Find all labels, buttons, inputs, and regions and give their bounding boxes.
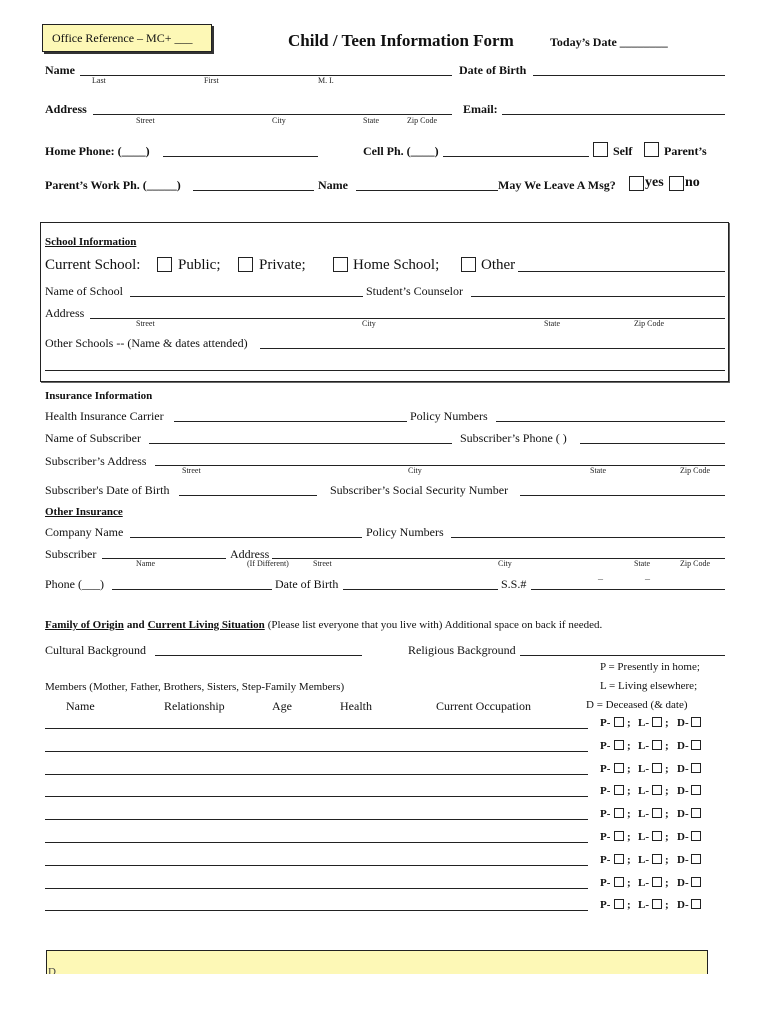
parent-work-phone-label: Parent’s Work Ph. (_____): [45, 178, 181, 192]
page-bottom-mask: [0, 974, 770, 1024]
oi-caption-name: Name: [136, 559, 156, 568]
separator: ;: [627, 717, 631, 729]
other-school-checkbox[interactable]: [461, 257, 476, 272]
caption-first: First: [204, 76, 219, 85]
company-name-label: Company Name: [45, 525, 124, 539]
member-row-line[interactable]: [45, 819, 588, 820]
p-mark-label: P-: [600, 877, 611, 889]
p-checkbox[interactable]: [614, 763, 624, 773]
school-info-box: [40, 222, 729, 382]
l-mark-label: L-: [638, 877, 649, 889]
family-note: (Please list everyone that you live with) Additional space on back if needed.: [267, 619, 603, 631]
p-mark-label: P-: [600, 785, 611, 797]
oi-caption-zip: Zip Code: [680, 559, 710, 568]
private-checkbox[interactable]: [238, 257, 253, 272]
d-checkbox[interactable]: [691, 785, 701, 795]
separator: ;: [665, 717, 669, 729]
l-mark-label: L-: [638, 899, 649, 911]
separator: ;: [665, 877, 669, 889]
d-mark-label: D-: [677, 785, 689, 797]
home-school-label: Home School;: [353, 257, 440, 273]
l-checkbox[interactable]: [652, 877, 662, 887]
d-checkbox[interactable]: [691, 808, 701, 818]
separator: ;: [627, 899, 631, 911]
address-field[interactable]: [93, 114, 452, 115]
school-address-label: Address: [45, 306, 85, 320]
dob-field[interactable]: [533, 75, 725, 76]
p-mark-label: P-: [600, 899, 611, 911]
family-origin-heading: Family of Origin: [45, 619, 124, 631]
insurance-heading: Insurance Information: [45, 390, 153, 402]
l-checkbox[interactable]: [652, 717, 662, 727]
member-row-line[interactable]: [45, 728, 588, 729]
p-mark-label: P-: [600, 854, 611, 866]
subscriber-dob-label: Subscriber's Date of Birth: [45, 483, 170, 497]
separator: ;: [627, 831, 631, 843]
other-phone-label: Phone (___): [45, 577, 104, 591]
l-checkbox[interactable]: [652, 808, 662, 818]
caption-city: City: [272, 116, 286, 125]
p-checkbox[interactable]: [614, 831, 624, 841]
p-checkbox[interactable]: [614, 785, 624, 795]
l-mark-label: L-: [638, 785, 649, 797]
l-mark-label: L-: [638, 763, 649, 775]
parents-checkbox[interactable]: [644, 142, 659, 157]
home-school-checkbox[interactable]: [333, 257, 348, 272]
no-checkbox[interactable]: [669, 176, 684, 191]
dob-label: Date of Birth: [459, 63, 527, 77]
subscriber-dob-field[interactable]: [179, 495, 317, 496]
d-checkbox[interactable]: [691, 831, 701, 841]
cell-phone-label: Cell Ph. (____): [363, 144, 439, 158]
col-age: Age: [272, 699, 292, 713]
other-insurance-heading: Other Insurance: [45, 506, 123, 518]
members-label: Members (Mother, Father, Brothers, Sisters, Step-Family Members): [45, 681, 345, 693]
carrier-field[interactable]: [174, 421, 407, 422]
separator: ;: [627, 808, 631, 820]
p-checkbox[interactable]: [614, 854, 624, 864]
subscriber-ssn-label: Subscriber’s Social Security Number: [330, 483, 509, 497]
p-checkbox[interactable]: [614, 899, 624, 909]
separator: ;: [627, 740, 631, 752]
col-occupation: Current Occupation: [436, 699, 531, 713]
home-phone-label: Home Phone: (____): [45, 144, 150, 158]
other-schools-field[interactable]: [260, 348, 725, 349]
school-caption-state: State: [544, 319, 560, 328]
legend-l: L = Living elsewhere;: [600, 680, 698, 692]
counselor-field[interactable]: [471, 296, 725, 297]
oi-caption-state: State: [634, 559, 650, 568]
legend-d: D = Deceased (& date): [586, 699, 688, 711]
yes-checkbox[interactable]: [629, 176, 644, 191]
col-health: Health: [340, 699, 372, 713]
member-row-line[interactable]: [45, 796, 588, 797]
ins-caption-zip: Zip Code: [680, 466, 710, 475]
p-mark-label: P-: [600, 717, 611, 729]
other-policy-numbers-label: Policy Numbers: [366, 525, 444, 539]
email-field[interactable]: [502, 114, 725, 115]
public-label: Public;: [178, 257, 221, 273]
subscriber-phone-label: Subscriber’s Phone ( ): [460, 431, 567, 445]
office-reference-label: Office Reference – MC+ ___: [52, 31, 193, 45]
separator: ;: [627, 785, 631, 797]
p-checkbox[interactable]: [614, 740, 624, 750]
p-checkbox[interactable]: [614, 808, 624, 818]
school-address-field[interactable]: [90, 318, 725, 319]
living-situation-heading: Current Living Situation: [147, 619, 265, 631]
separator: ;: [665, 831, 669, 843]
d-checkbox[interactable]: [691, 717, 701, 727]
ins-caption-street: Street: [182, 466, 201, 475]
religious-label: Religious Background: [408, 643, 516, 657]
d-checkbox[interactable]: [691, 763, 701, 773]
separator: ;: [665, 785, 669, 797]
d-mark-label: D-: [677, 854, 689, 866]
l-checkbox[interactable]: [652, 831, 662, 841]
other-ssn-field[interactable]: [531, 589, 725, 590]
p-mark-label: P-: [600, 831, 611, 843]
subscriber-address-field[interactable]: [155, 465, 725, 466]
todays-date-label[interactable]: Today’s Date ________: [550, 35, 668, 49]
self-checkbox[interactable]: [593, 142, 608, 157]
name-label: Name: [45, 63, 75, 77]
company-name-field[interactable]: [130, 537, 362, 538]
l-checkbox[interactable]: [652, 763, 662, 773]
col-relationship: Relationship: [164, 699, 225, 713]
d-mark-label: D-: [677, 899, 689, 911]
subscriber-address-label: Subscriber’s Address: [45, 454, 147, 468]
other-subscriber-field[interactable]: [102, 558, 226, 559]
ssn-dash-2: _: [645, 570, 650, 581]
other-school-field[interactable]: [518, 271, 725, 272]
l-checkbox[interactable]: [652, 854, 662, 864]
separator: ;: [665, 854, 669, 866]
d-mark-label: D-: [677, 808, 689, 820]
l-checkbox[interactable]: [652, 785, 662, 795]
p-mark-label: P-: [600, 763, 611, 775]
parent-name-field[interactable]: [356, 190, 498, 191]
separator: ;: [627, 854, 631, 866]
other-dob-field[interactable]: [343, 589, 498, 590]
cell-phone-field[interactable]: [443, 156, 589, 157]
p-mark-label: P-: [600, 740, 611, 752]
p-checkbox[interactable]: [614, 877, 624, 887]
school-caption-street: Street: [136, 319, 155, 328]
yes-label: yes: [645, 175, 664, 190]
d-mark-label: D-: [677, 763, 689, 775]
other-school-label: Other: [481, 257, 516, 273]
other-schools-label: Other Schools -- (Name & dates attended): [45, 336, 248, 350]
oi-caption-if-different: (If Different): [247, 559, 289, 568]
other-dob-label: Date of Birth: [275, 577, 339, 591]
caption-mi: M. I.: [318, 76, 334, 85]
current-school-label: Current School:: [45, 257, 141, 273]
p-mark-label: P-: [600, 808, 611, 820]
other-address-label: Address: [230, 547, 270, 561]
subscriber-ssn-field[interactable]: [520, 495, 725, 496]
private-label: Private;: [259, 257, 306, 273]
family-heading-row: [45, 617, 602, 632]
l-mark-label: L-: [638, 740, 649, 752]
caption-last: Last: [92, 76, 106, 85]
member-row-line[interactable]: [45, 865, 588, 866]
separator: ;: [665, 740, 669, 752]
member-row-line[interactable]: [45, 751, 588, 752]
name-field[interactable]: [80, 75, 452, 76]
l-mark-label: L-: [638, 808, 649, 820]
cultural-field[interactable]: [155, 655, 362, 656]
parents-label: Parent’s: [664, 144, 707, 158]
ins-caption-state: State: [590, 466, 606, 475]
d-checkbox[interactable]: [691, 877, 701, 887]
l-mark-label: L-: [638, 831, 649, 843]
d-checkbox[interactable]: [691, 854, 701, 864]
subscriber-name-label: Name of Subscriber: [45, 431, 141, 445]
carrier-label: Health Insurance Carrier: [45, 409, 164, 423]
home-phone-field[interactable]: [163, 156, 318, 157]
counselor-label: Student’s Counselor: [366, 284, 464, 298]
cultural-label: Cultural Background: [45, 643, 146, 657]
l-checkbox[interactable]: [652, 899, 662, 909]
l-mark-label: L-: [638, 717, 649, 729]
address-label: Address: [45, 102, 87, 116]
policy-numbers-field[interactable]: [496, 421, 725, 422]
separator: ;: [627, 763, 631, 775]
separator: ;: [665, 808, 669, 820]
policy-numbers-label: Policy Numbers: [410, 409, 488, 423]
member-row-line[interactable]: [45, 774, 588, 775]
d-mark-label: D-: [677, 717, 689, 729]
d-checkbox[interactable]: [691, 899, 701, 909]
oi-caption-city: City: [498, 559, 512, 568]
name-of-school-label: Name of School: [45, 284, 123, 298]
caption-zip: Zip Code: [407, 116, 437, 125]
religious-field[interactable]: [520, 655, 725, 656]
subscriber-name-field[interactable]: [149, 443, 452, 444]
d-mark-label: D-: [677, 740, 689, 752]
l-mark-label: L-: [638, 854, 649, 866]
parent-name-label: Name: [318, 178, 348, 192]
other-subscriber-label: Subscriber: [45, 547, 97, 561]
form-title: Child / Teen Information Form: [288, 31, 514, 50]
public-checkbox[interactable]: [157, 257, 172, 272]
parent-work-phone-field[interactable]: [193, 190, 314, 191]
school-caption-zip: Zip Code: [634, 319, 664, 328]
oi-caption-street: Street: [313, 559, 332, 568]
leave-msg-label: May We Leave A Msg?: [498, 178, 616, 192]
no-label: no: [685, 175, 700, 190]
member-row-line[interactable]: [45, 842, 588, 843]
school-info-heading: School Information: [45, 236, 137, 248]
legend-p: P = Presently in home;: [600, 661, 700, 673]
self-label: Self: [613, 144, 633, 158]
separator: ;: [627, 877, 631, 889]
other-schools-field-2[interactable]: [45, 370, 725, 371]
footer-partial-text: D: [48, 966, 56, 974]
subscriber-phone-field[interactable]: [580, 443, 725, 444]
ins-caption-city: City: [408, 466, 422, 475]
caption-street: Street: [136, 116, 155, 125]
other-ssn-label: S.S.#: [501, 577, 527, 591]
other-policy-numbers-field[interactable]: [451, 537, 725, 538]
member-row-line[interactable]: [45, 910, 588, 911]
member-row-line[interactable]: [45, 888, 588, 889]
ssn-dash-1: _: [598, 570, 603, 581]
other-phone-field[interactable]: [112, 589, 272, 590]
p-checkbox[interactable]: [614, 717, 624, 727]
l-checkbox[interactable]: [652, 740, 662, 750]
separator: ;: [665, 763, 669, 775]
d-mark-label: D-: [677, 877, 689, 889]
caption-state: State: [363, 116, 379, 125]
col-name: Name: [66, 699, 95, 713]
name-of-school-field[interactable]: [130, 296, 363, 297]
separator: ;: [665, 899, 669, 911]
family-and: and: [126, 619, 145, 631]
d-checkbox[interactable]: [691, 740, 701, 750]
d-mark-label: D-: [677, 831, 689, 843]
school-caption-city: City: [362, 319, 376, 328]
email-label: Email:: [463, 102, 498, 116]
